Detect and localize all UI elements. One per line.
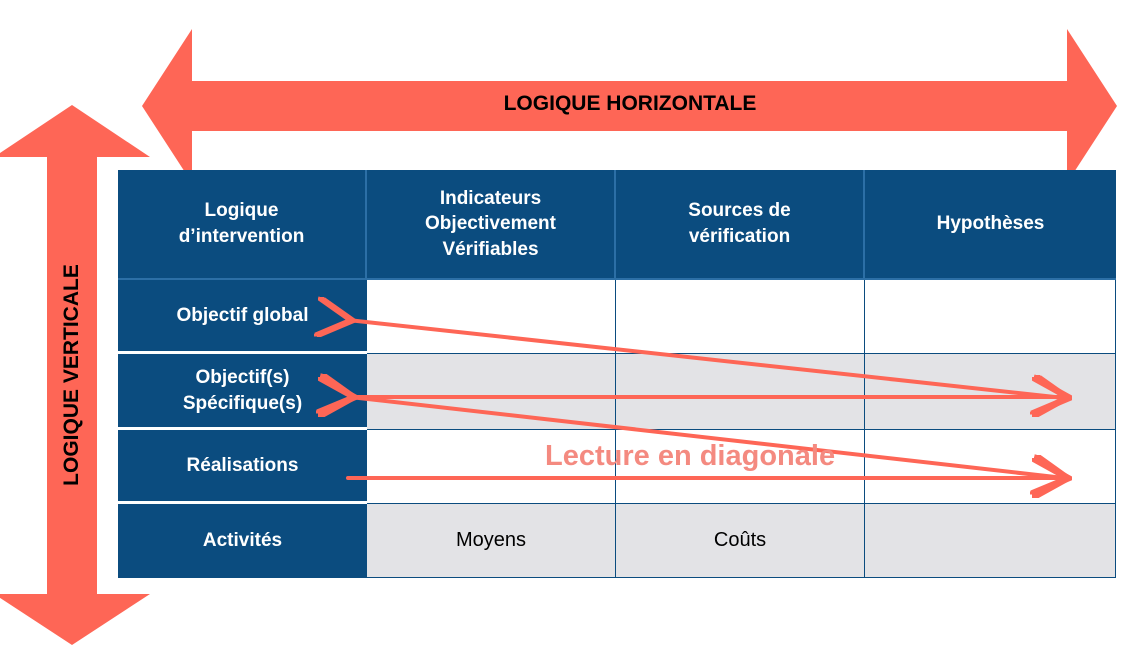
- matrix-cell: [865, 354, 1116, 430]
- vertical-logic-label: LOGIQUE VERTICALE: [60, 264, 83, 486]
- row-header-specific-objectives: Objectif(s) Spécifique(s): [118, 354, 367, 430]
- column-header-indicators: Indicateurs Objectivement Vérifiables: [367, 170, 616, 280]
- matrix-cell: [367, 280, 616, 354]
- row-header-outputs: Réalisations: [118, 430, 367, 504]
- row-header-global-objective: Objectif global: [118, 280, 367, 354]
- row-header-activities: Activités: [118, 504, 367, 578]
- corner-header-intervention-logic: Logique d’intervention: [118, 170, 367, 280]
- matrix-cell: [865, 504, 1116, 578]
- column-header-hypotheses: Hypothèses: [865, 170, 1116, 280]
- matrix-cell-means: Moyens: [367, 504, 616, 578]
- matrix-cell: [616, 354, 865, 430]
- matrix-cell: [367, 354, 616, 430]
- matrix-cell: [616, 280, 865, 354]
- horizontal-logic-label: LOGIQUE HORIZONTALE: [503, 92, 757, 115]
- matrix-cell-costs: Coûts: [616, 504, 865, 578]
- matrix-cell: [865, 280, 1116, 354]
- diagonal-reading-label: Lecture en diagonale: [545, 440, 836, 472]
- logframe-matrix: [118, 170, 1116, 578]
- matrix-cell: [865, 430, 1116, 504]
- column-header-sources: Sources de vérification: [616, 170, 865, 280]
